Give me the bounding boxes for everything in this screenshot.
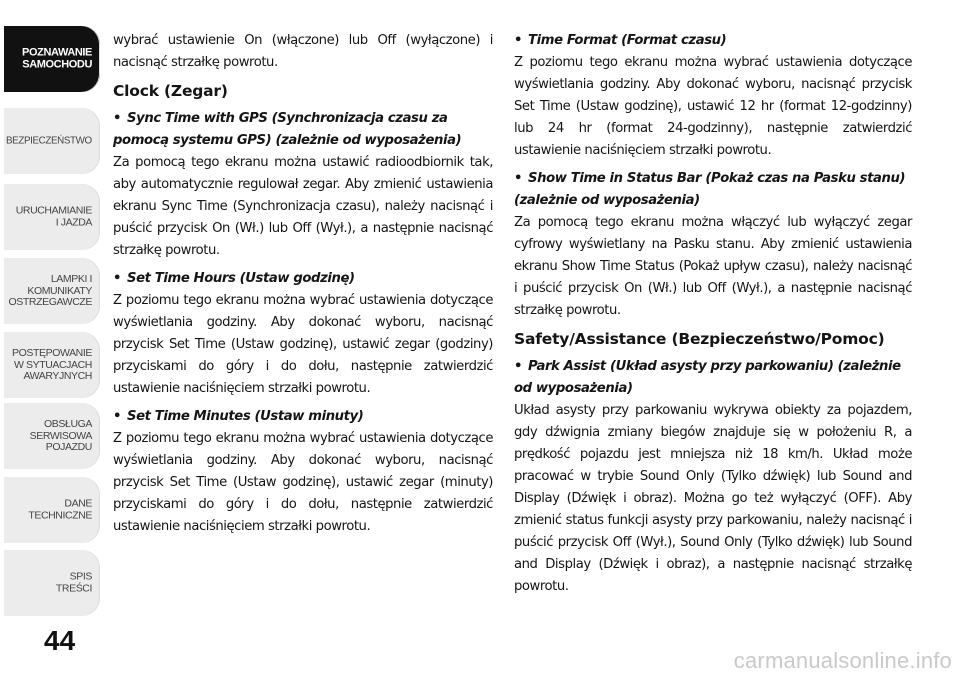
bullet-icon: •	[113, 409, 122, 424]
tab-dane-techniczne[interactable]	[4, 477, 100, 543]
tab-label: DANE TECHNICZNE	[28, 497, 92, 521]
bullet-icon: •	[514, 359, 523, 374]
right-text-column	[514, 30, 912, 598]
tab-bezpieczenstwo[interactable]	[4, 108, 100, 174]
page-number: 44	[44, 625, 76, 656]
tab-uruchamianie-i-jazda[interactable]	[4, 184, 100, 250]
tab-label: BEZPIECZEŃSTWO	[6, 134, 92, 147]
time-format-paragraph: Z poziomu tego ekranu można wybrać ustawienia dotyczące wyświetlania godziny. Aby dokonać wyboru, nacisnąć przycisk Set Time (Ustaw godzinę), ustawić 12 hr (format 12-godzinny) lub 24 hr (format 24-godzinny), następnie zatwierdzić ustawienie naciśnięciem strzałki powrotu.	[514, 55, 912, 158]
set-hours-paragraph: Z poziomu tego ekranu można wybrać ustawienia dotyczące wyświetlania godziny. Aby dokonać wyboru, nacisnąć przycisk Set Time (Ustaw godzinę), ustawić zegar (godziny) przyciskami do góry i do dołu, następnie zatwierdzić ustawienie naciśnięciem strzałki powrotu.	[113, 293, 493, 396]
subheading-text: Show Time in Status Bar (Pokaż czas na Pasku stanu) (zależnie od wyposażenia)	[514, 171, 906, 208]
subheading-text: Sync Time with GPS (Synchronizacja czasu za pomocą systemu GPS) (zależnie od wyposażenia)	[113, 111, 462, 148]
tab-lampki-i-komunikaty[interactable]	[4, 258, 100, 324]
tab-label: LAMPKI I KOMUNIKATY OSTRZEGAWCZE	[8, 272, 92, 308]
tab-label: URUCHAMIANIE I JAZDA	[15, 204, 92, 228]
left-text-column	[113, 30, 493, 538]
subheading-text: Time Format (Format czasu)	[528, 33, 727, 48]
tab-obsluga-serwisowa[interactable]	[4, 403, 100, 469]
status-bar-paragraph: Za pomocą tego ekranu można włączyć lub wyłączyć zegar cyfrowy wyświetlany na Pasku stanu. Aby zmienić ustawienia ekranu Show Time Status (Pokaż upływ czasu), należy nacisnąć i puścić przycisk On (Wł.) lub Off (Wył.), a następnie nacisnąć strzałkę powrotu.	[514, 215, 912, 318]
subheading-text: Set Time Hours (Ustaw godzinę)	[127, 271, 355, 286]
subheading-park-assist	[514, 356, 912, 400]
subheading-sync-time	[113, 108, 493, 152]
bullet-icon: •	[113, 271, 122, 286]
subheading-time-format	[514, 30, 912, 52]
subheading-show-time-status-bar	[514, 168, 912, 212]
bullet-icon: •	[514, 171, 523, 186]
tab-label: POSTĘPOWANIE W SYTUACJACH AWARYJNYCH	[12, 346, 92, 382]
subheading-text: Park Assist (Układ asysty przy parkowaniu) (zależnie od wyposażenia)	[514, 359, 901, 396]
bullet-icon: •	[113, 111, 122, 126]
intro-paragraph: wybrać ustawienie On (włączone) lub Off (wyłączone) i nacisnąć strzałkę powrotu.	[113, 33, 493, 70]
tab-label: SPIS TREŚCI	[55, 570, 92, 594]
bullet-icon: •	[514, 33, 523, 48]
watermark: carmanualsonline.info	[733, 648, 952, 673]
section-heading-clock: Clock (Zegar)	[113, 82, 228, 100]
tab-postepowanie-awaryjne[interactable]	[4, 332, 100, 398]
section-heading-safety: Safety/Assistance (Bezpieczeństwo/Pomoc)	[514, 330, 885, 348]
subheading-set-hours	[113, 268, 493, 290]
subheading-text: Set Time Minutes (Ustaw minuty)	[127, 409, 364, 424]
chapter-tabs-sidebar	[0, 0, 104, 678]
park-assist-paragraph: Układ asysty przy parkowaniu wykrywa obiekty za pojazdem, gdy dźwignia zmiany biegów znajduje się w położeniu R, a prędkość pojazdu jest mniejsza niż 18 km/h. Układ może pracować w trybie Sound Only (Tylko dźwięk) lub Sound and Display (Dźwięk i obraz). Można go też wyłączyć (OFF). Aby zmienić status funkcji asysty przy parkowaniu, należy nacisnąć i puścić przycisk Off (Wył.), Sound Only (Tylko dźwięk) lub Sound and Display (Dźwięk i obraz), a następnie nacisnąć strzałkę powrotu.	[514, 403, 912, 594]
tab-label: OBSŁUGA SERWISOWA POJAZDU	[29, 417, 92, 453]
sync-time-paragraph: Za pomocą tego ekranu można ustawić radioodbiornik tak, aby automatycznie regulował zegar. Aby zmienić ustawienia ekranu Sync Time (Synchronizacja czasu), należy nacisnąć i puścić przycisk On (Wł.) lub Off (Wył.), a następnie nacisnąć strzałkę powrotu.	[113, 155, 493, 258]
tab-poznawanie-samochodu[interactable]	[4, 26, 100, 92]
tab-label: POZNAWANIE SAMOCHODU	[22, 46, 92, 70]
tab-spis-tresci[interactable]	[4, 550, 100, 616]
subheading-set-minutes	[113, 406, 493, 428]
set-minutes-paragraph: Z poziomu tego ekranu można wybrać ustawienia dotyczące wyświetlania godziny. Aby dokonać wyboru, nacisnąć przycisk Set Time (Ustaw godzinę), ustawić zegar (minuty) przyciskami do góry i do dołu, następnie zatwierdzić ustawienie naciśnięciem strzałki powrotu.	[113, 431, 493, 534]
